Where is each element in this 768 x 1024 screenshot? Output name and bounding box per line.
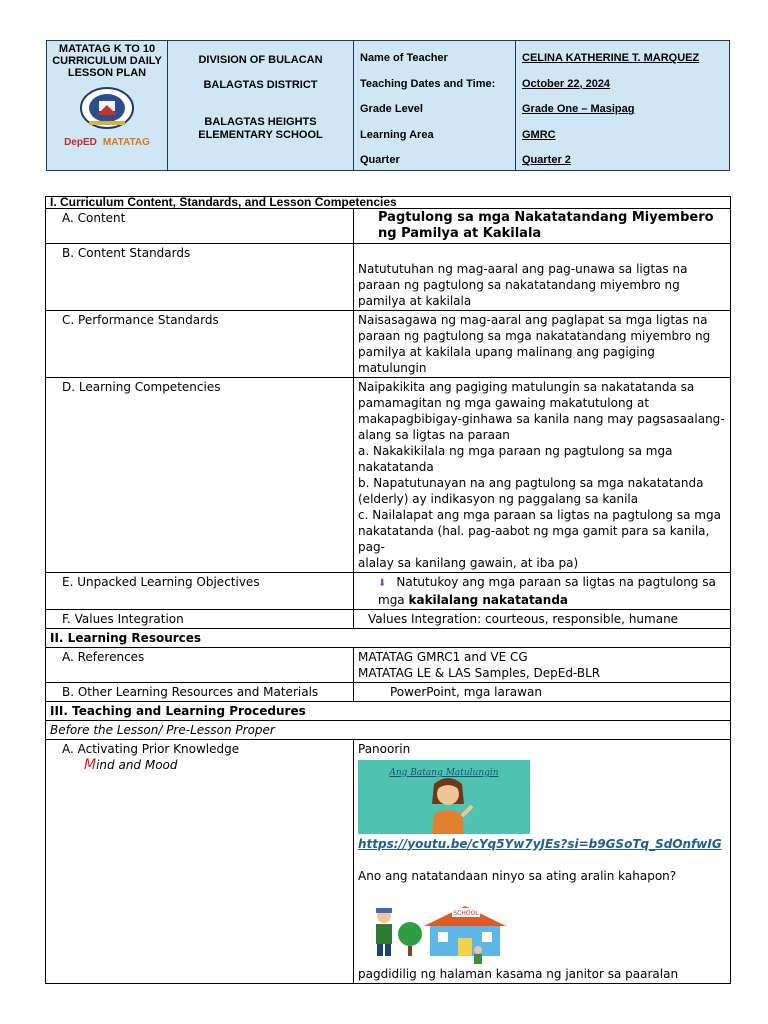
label-teacher: Name of Teacher [360, 52, 448, 64]
section-row [46, 702, 731, 721]
section-row [46, 721, 731, 740]
table-row [46, 740, 731, 984]
info-values [516, 41, 729, 170]
table-row [46, 378, 731, 573]
school-garden-illustration [362, 900, 532, 966]
prior-knowledge-label [46, 740, 354, 984]
content-value: Pagtulong sa mga Nakatatandang Miyembero ng Pamilya at Kakilala [354, 209, 731, 244]
lesson-plan-header [46, 40, 730, 171]
brand-logos [47, 137, 167, 148]
school-name: BALAGTAS HEIGHTS ELEMENTARY SCHOOL [198, 116, 323, 141]
video-title: Ang Batang Matulungin [389, 768, 499, 778]
values-integration-label: F. Values Integration [46, 610, 354, 629]
girl-cartoon-icon [358, 760, 530, 834]
other-resources-label: B. Other Learning Resources and Materials [46, 683, 354, 702]
recall-question: Ano ang natatandaan ninyo sa ating aralin kahapon? [358, 869, 677, 883]
content-label: A. Content [46, 209, 354, 244]
label-grade: Grade Level [360, 103, 423, 116]
competency-line: c. Nailalapat ang mga paraan sa ligtas na pagtulong sa mga nakatatanda (hal. pag-aabot ng mga gamit para sa kanila, pag- [358, 508, 721, 554]
table-row [46, 610, 731, 629]
bullet-arrow-icon: ⬇ [378, 578, 387, 589]
label-quarter: Quarter [360, 154, 400, 167]
objective-emphasis: kakilalang nakatatanda [408, 593, 569, 607]
table-row [46, 244, 731, 311]
section-3-title: III. Teaching and Learning Procedures [46, 702, 731, 721]
section-row [46, 197, 731, 209]
panoorin: Panoorin [358, 742, 411, 756]
table-row [46, 209, 731, 244]
pre-lesson-title: Before the Lesson/ Pre-Lesson Proper [46, 721, 731, 740]
content-standards-label: B. Content Standards [46, 244, 354, 311]
curriculum-cell [47, 41, 168, 170]
prior-knowledge-value [354, 740, 731, 984]
seal-logo-icon [77, 85, 137, 131]
video-thumbnail[interactable] [358, 760, 530, 834]
value-teacher: CELINA KATHERINE T. MARQUEZ [522, 52, 700, 64]
mind-initial: M [84, 757, 97, 773]
section-row [46, 629, 731, 648]
performance-standards-value: Naisasagawa ng mag-aaral ang paglapat sa mga ligtas na paraan ng pagtulong sa mga nakatatandang miyembro ng pamilya at kakilala upang malinang ang pagiging matulungin [354, 311, 731, 378]
competency-line: Naipakikita ang pagiging matulungin sa nakatatanda sa pamamagitan ng mga gawaing makatutulong at makapagbibigay-ginhawa sa kanila nang may pagsasaalang-alang sa ligtas na paraan [358, 380, 725, 442]
values-integration-value: Values Integration: courteous, responsible, humane [354, 610, 731, 629]
performance-standards-label: C. Performance Standards [46, 311, 354, 378]
label-dates: Teaching Dates and Time: [360, 77, 496, 90]
info-labels [354, 41, 516, 170]
matatag-logo: MATATAG [102, 137, 150, 148]
lesson-plan-table [45, 196, 731, 984]
table-row [46, 311, 731, 378]
table-row [46, 573, 731, 610]
competency-line: alalay sa kanilang gawain, at iba pa) [358, 556, 579, 570]
other-resources-value: PowerPoint, mga larawan [354, 683, 731, 702]
image-caption: pagdidilig ng halaman kasama ng janitor sa paaralan [358, 967, 679, 981]
value-grade: Grade One – Masipag [522, 103, 635, 116]
division: DIVISION OF BULACAN [198, 54, 323, 66]
competency-line: b. Napatutunayan na ang pagtulong sa mga nakatatanda (elderly) ay indikasyon ng paggalang sa kanila [358, 476, 704, 506]
objectives-label: E. Unpacked Learning Objectives [46, 573, 354, 610]
mind-and-mood [62, 757, 349, 773]
references-label: A. References [46, 648, 354, 683]
school-sign: SCHOOL [453, 910, 479, 917]
table-row [46, 648, 731, 683]
school-logo [47, 85, 167, 131]
label-area: Learning Area [360, 128, 434, 141]
objectives-value [354, 573, 731, 610]
value-quarter: Quarter 2 [522, 154, 571, 167]
value-area: GMRC [522, 128, 556, 141]
district: BALAGTAS DISTRICT [203, 79, 318, 91]
deped-logo: DepED [64, 137, 97, 148]
reference-line: MATATAG LE & LAS Samples, DepEd-BLR [358, 666, 601, 680]
content-standards-value: Natututuhan ng mag-aaral ang pag-unawa sa ligtas na paraan ng pagtulong sa nakatatandang miyembro ng pamilya at kakilala [354, 244, 731, 311]
video-link[interactable]: https://youtu.be/cYq5Yw7yJEs?si=b9GSoTq_SdOnfwIG [358, 837, 722, 851]
apk-title: A. Activating Prior Knowledge [62, 742, 240, 756]
table-row [46, 683, 731, 702]
reference-line: MATATAG GMRC1 and VE CG [358, 650, 528, 664]
references-value [354, 648, 731, 683]
competency-line: a. Nakakikilala ng mga paraan ng pagtulong sa mga nakatatanda [358, 444, 673, 474]
section-2-title: II. Learning Resources [46, 629, 731, 648]
objective-text: Natutukoy ang mga paraan sa ligtas na pagtulong sa mga [378, 575, 716, 607]
section-1-title: I. Curriculum Content, Standards, and Lesson Competencies [46, 197, 731, 209]
value-dates: October 22, 2024 [522, 77, 611, 90]
school-info-cell [168, 41, 354, 170]
curriculum-title: MATATAG K TO 10 CURRICULUM DAILY LESSON PLAN [52, 43, 162, 79]
learning-competencies-value [354, 378, 731, 573]
mind-rest: ind and Mood [96, 758, 178, 772]
learning-competencies-label: D. Learning Competencies [46, 378, 354, 573]
